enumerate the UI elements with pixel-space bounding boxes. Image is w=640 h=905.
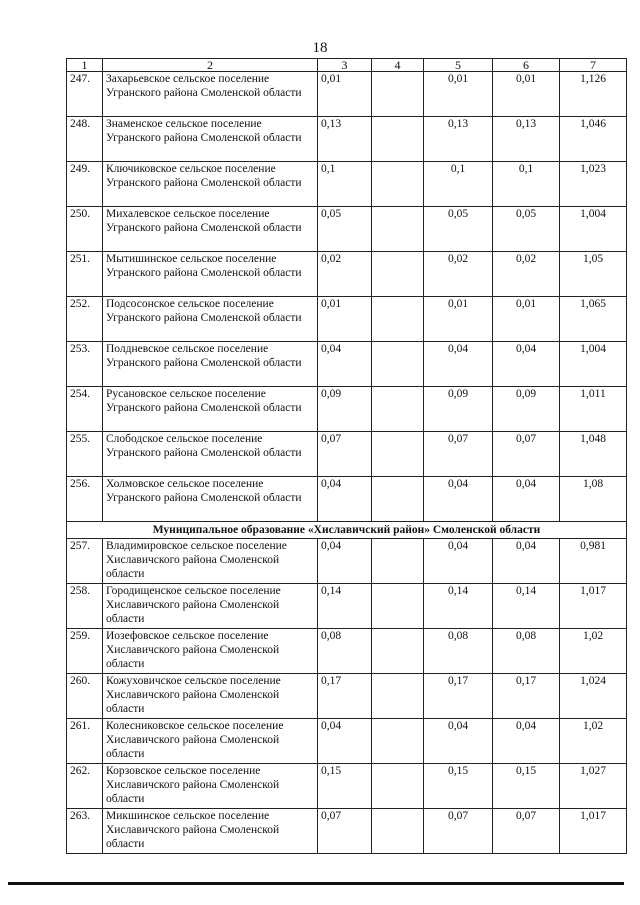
table-row xyxy=(67,809,627,854)
section-row xyxy=(67,522,627,539)
col-6-value: 0,15 xyxy=(493,764,560,809)
col-6-value: 0,04 xyxy=(493,719,560,764)
col-7-value: 1,004 xyxy=(560,207,627,252)
settlement-name: Микшинское сельское поселение Хиславичского района Смоленской области xyxy=(103,809,318,854)
row-number: 260. xyxy=(67,674,103,719)
col-4-value xyxy=(372,584,424,629)
col-3-value: 0,17 xyxy=(318,674,372,719)
col-6-value: 0,08 xyxy=(493,629,560,674)
col-7-value: 1,065 xyxy=(560,297,627,342)
row-number: 248. xyxy=(67,117,103,162)
section-title: Муниципальное образование «Хиславичский район» Смоленской области xyxy=(67,522,627,539)
col-5-value: 0,15 xyxy=(424,764,493,809)
table-body xyxy=(67,59,627,854)
col-7-value: 1,02 xyxy=(560,629,627,674)
table-row xyxy=(67,117,627,162)
col-5-value: 0,04 xyxy=(424,477,493,522)
col-4-value xyxy=(372,207,424,252)
col-5-value: 0,04 xyxy=(424,719,493,764)
settlement-name: Иозефовское сельское поселение Хиславичского района Смоленской области xyxy=(103,629,318,674)
col-7-value: 1,048 xyxy=(560,432,627,477)
col-3-value: 0,09 xyxy=(318,387,372,432)
row-number: 261. xyxy=(67,719,103,764)
row-number: 251. xyxy=(67,252,103,297)
col-3-value: 0,04 xyxy=(318,539,372,584)
col-5-value: 0,05 xyxy=(424,207,493,252)
settlement-name: Холмовское сельское поселение Угранского района Смоленской области xyxy=(103,477,318,522)
col-4-value xyxy=(372,809,424,854)
column-header: 4 xyxy=(372,59,424,72)
col-3-value: 0,15 xyxy=(318,764,372,809)
col-7-value: 1,027 xyxy=(560,764,627,809)
row-number: 262. xyxy=(67,764,103,809)
col-5-value: 0,01 xyxy=(424,72,493,117)
row-number: 255. xyxy=(67,432,103,477)
col-5-value: 0,07 xyxy=(424,809,493,854)
row-number: 256. xyxy=(67,477,103,522)
table-row xyxy=(67,629,627,674)
col-4-value xyxy=(372,117,424,162)
col-7-value: 1,05 xyxy=(560,252,627,297)
column-header: 1 xyxy=(67,59,103,72)
col-5-value: 0,04 xyxy=(424,342,493,387)
col-7-value: 1,017 xyxy=(560,809,627,854)
table-row xyxy=(67,387,627,432)
col-6-value: 0,04 xyxy=(493,477,560,522)
col-6-value: 0,05 xyxy=(493,207,560,252)
row-number: 254. xyxy=(67,387,103,432)
settlement-name: Знаменское сельское поселение Угранского района Смоленской области xyxy=(103,117,318,162)
page-number: 18 xyxy=(312,40,328,56)
settlement-name: Слободское сельское поселение Угранского района Смоленской области xyxy=(103,432,318,477)
col-3-value: 0,13 xyxy=(318,117,372,162)
col-3-value: 0,08 xyxy=(318,629,372,674)
col-3-value: 0,14 xyxy=(318,584,372,629)
row-number: 249. xyxy=(67,162,103,207)
table-row xyxy=(67,764,627,809)
table-row xyxy=(67,207,627,252)
table-row xyxy=(67,162,627,207)
col-4-value xyxy=(372,252,424,297)
col-3-value: 0,01 xyxy=(318,297,372,342)
table-row xyxy=(67,674,627,719)
col-3-value: 0,04 xyxy=(318,719,372,764)
col-5-value: 0,09 xyxy=(424,387,493,432)
col-5-value: 0,07 xyxy=(424,432,493,477)
col-5-value: 0,04 xyxy=(424,539,493,584)
column-header: 6 xyxy=(493,59,560,72)
col-6-value: 0,07 xyxy=(493,432,560,477)
row-number: 250. xyxy=(67,207,103,252)
settlement-name: Подсосонское сельское поселение Угранского района Смоленской области xyxy=(103,297,318,342)
col-3-value: 0,1 xyxy=(318,162,372,207)
table-row xyxy=(67,477,627,522)
row-number: 247. xyxy=(67,72,103,117)
col-4-value xyxy=(372,72,424,117)
col-7-value: 1,017 xyxy=(560,584,627,629)
col-6-value: 0,09 xyxy=(493,387,560,432)
settlement-name: Полдневское сельское поселение Угранского района Смоленской области xyxy=(103,342,318,387)
col-4-value xyxy=(372,162,424,207)
col-4-value xyxy=(372,674,424,719)
column-header: 5 xyxy=(424,59,493,72)
col-5-value: 0,1 xyxy=(424,162,493,207)
col-5-value: 0,14 xyxy=(424,584,493,629)
col-5-value: 0,17 xyxy=(424,674,493,719)
table-row xyxy=(67,342,627,387)
column-header: 7 xyxy=(560,59,627,72)
column-header: 2 xyxy=(103,59,318,72)
settlement-name: Городищенское сельское поселение Хиславичского района Смоленской области xyxy=(103,584,318,629)
header-row xyxy=(67,59,627,72)
col-6-value: 0,04 xyxy=(493,539,560,584)
col-3-value: 0,07 xyxy=(318,809,372,854)
col-3-value: 0,05 xyxy=(318,207,372,252)
col-6-value: 0,02 xyxy=(493,252,560,297)
col-3-value: 0,07 xyxy=(318,432,372,477)
settlement-name: Мытишинское сельское поселение Угранского района Смоленской области xyxy=(103,252,318,297)
col-4-value xyxy=(372,342,424,387)
column-header: 3 xyxy=(318,59,372,72)
col-6-value: 0,17 xyxy=(493,674,560,719)
row-number: 252. xyxy=(67,297,103,342)
col-4-value xyxy=(372,539,424,584)
row-number: 253. xyxy=(67,342,103,387)
col-4-value xyxy=(372,432,424,477)
table-row xyxy=(67,584,627,629)
col-3-value: 0,02 xyxy=(318,252,372,297)
col-6-value: 0,14 xyxy=(493,584,560,629)
col-3-value: 0,01 xyxy=(318,72,372,117)
col-4-value xyxy=(372,477,424,522)
col-4-value xyxy=(372,297,424,342)
settlement-name: Владимировское сельское поселение Хиславичского района Смоленской области xyxy=(103,539,318,584)
col-5-value: 0,13 xyxy=(424,117,493,162)
col-7-value: 1,02 xyxy=(560,719,627,764)
settlement-name: Михалевское сельское поселение Угранского района Смоленской области xyxy=(103,207,318,252)
col-5-value: 0,02 xyxy=(424,252,493,297)
col-4-value xyxy=(372,629,424,674)
table-row xyxy=(67,72,627,117)
col-7-value: 1,023 xyxy=(560,162,627,207)
col-7-value: 1,08 xyxy=(560,477,627,522)
table-row xyxy=(67,252,627,297)
col-6-value: 0,13 xyxy=(493,117,560,162)
row-number: 257. xyxy=(67,539,103,584)
settlement-name: Русановское сельское поселение Угранского района Смоленской области xyxy=(103,387,318,432)
col-4-value xyxy=(372,719,424,764)
col-7-value: 1,046 xyxy=(560,117,627,162)
col-5-value: 0,01 xyxy=(424,297,493,342)
col-5-value: 0,08 xyxy=(424,629,493,674)
row-number: 258. xyxy=(67,584,103,629)
settlement-name: Кожуховичское сельское поселение Хиславичского района Смоленской области xyxy=(103,674,318,719)
settlement-name: Захарьевское сельское поселение Угранского района Смоленской области xyxy=(103,72,318,117)
col-6-value: 0,01 xyxy=(493,297,560,342)
col-4-value xyxy=(372,387,424,432)
settlement-name: Корзовское сельское поселение Хиславичского района Смоленской области xyxy=(103,764,318,809)
col-6-value: 0,1 xyxy=(493,162,560,207)
col-6-value: 0,04 xyxy=(493,342,560,387)
col-3-value: 0,04 xyxy=(318,342,372,387)
col-3-value: 0,04 xyxy=(318,477,372,522)
row-number: 263. xyxy=(67,809,103,854)
table-row xyxy=(67,719,627,764)
col-7-value: 1,024 xyxy=(560,674,627,719)
col-7-value: 0,981 xyxy=(560,539,627,584)
row-number: 259. xyxy=(67,629,103,674)
col-7-value: 1,126 xyxy=(560,72,627,117)
col-7-value: 1,004 xyxy=(560,342,627,387)
bottom-rule xyxy=(8,882,624,885)
col-4-value xyxy=(372,764,424,809)
settlement-name: Колесниковское сельское поселение Хиславичского района Смоленской области xyxy=(103,719,318,764)
settlement-name: Ключиковское сельское поселение Угранского района Смоленской области xyxy=(103,162,318,207)
col-7-value: 1,011 xyxy=(560,387,627,432)
data-table xyxy=(66,58,627,854)
table-row xyxy=(67,297,627,342)
table-row xyxy=(67,539,627,584)
col-6-value: 0,07 xyxy=(493,809,560,854)
col-6-value: 0,01 xyxy=(493,72,560,117)
table-row xyxy=(67,432,627,477)
